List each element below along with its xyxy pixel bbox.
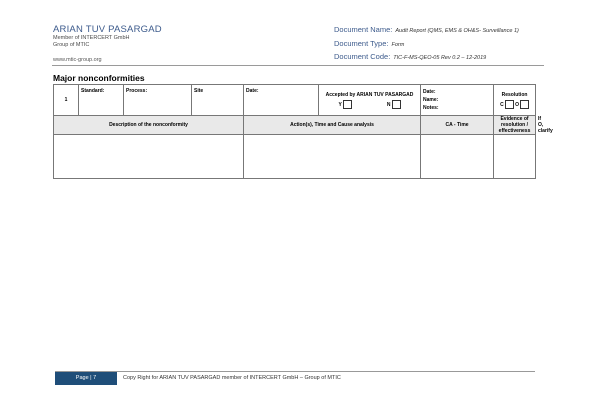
o-checkbox[interactable]	[520, 100, 529, 109]
table-row	[54, 135, 536, 179]
table-header-row: Description of the nonconformity Action(s), Time and Cause analysis CA - Time Evidence of resolution / effectiveness If O, clarify	[54, 116, 536, 135]
website-link[interactable]: www.mtic-group.org	[53, 57, 102, 63]
section-title: Major nonconformities	[53, 73, 145, 83]
nc-number: 1	[54, 85, 79, 116]
accepted-cell	[319, 85, 421, 116]
resolution-label: Resolution	[501, 91, 528, 98]
doc-name-value: Audit Report (QMS, EMS & OH&S- Surveillance 1)	[395, 28, 519, 34]
evidence-field[interactable]	[494, 135, 536, 179]
y-label: Y	[338, 101, 342, 108]
header-ca-time: CA - Time	[421, 116, 494, 135]
actions-field[interactable]	[244, 135, 421, 179]
header-evidence: Evidence of resolution / effectiveness	[494, 116, 536, 135]
o-label: O	[515, 101, 519, 108]
page-number: Page | 7	[55, 372, 117, 385]
document-info	[334, 24, 519, 65]
group-line: Group of MTIC	[53, 42, 90, 48]
y-checkbox[interactable]	[343, 100, 352, 109]
site-label: Site	[192, 85, 244, 116]
doc-type-value: Form	[391, 41, 405, 48]
nonconformity-table	[53, 84, 553, 179]
header-description: Description of the nonconformity	[54, 116, 244, 135]
notes-label: Notes:	[423, 105, 439, 111]
date-label: Date:	[244, 85, 319, 116]
name-label: Name:	[423, 97, 439, 103]
table-row	[54, 85, 536, 116]
resolution-cell	[494, 85, 536, 116]
copyright-text: Copy Right for ARIAN TUV PASARGAD member of INTERCERT GmbH – Group of MTIC	[123, 375, 341, 381]
doc-code-label: Document Code:	[334, 52, 391, 61]
doc-type-label: Document Type:	[334, 38, 389, 48]
company-name: ARIAN TUV PASARGAD	[53, 24, 162, 35]
standard-label: Standard:	[79, 85, 124, 116]
c-checkbox[interactable]	[505, 100, 514, 109]
date-name-notes-cell	[421, 85, 494, 116]
n-checkbox[interactable]	[392, 100, 401, 109]
member-line: Member of INTERCERT GmbH	[53, 35, 130, 41]
doc-code-value: TIC-F-MS-QEO-05 Rev 0.2 – 12-2019	[393, 55, 487, 61]
accepted-by-label: Accepted by ARIAN TUV PASARGAD	[325, 91, 414, 98]
header-divider	[52, 65, 544, 66]
doc-name-label: Document Name:	[334, 25, 393, 34]
ca-time-field[interactable]	[421, 135, 494, 179]
footer	[55, 371, 535, 385]
c-label: C	[500, 101, 504, 108]
date2-label: Date:	[423, 89, 436, 95]
company-block	[53, 24, 162, 49]
process-label: Process:	[124, 85, 192, 116]
description-field[interactable]	[54, 135, 244, 179]
n-label: N	[386, 101, 391, 108]
header-actions: Action(s), Time and Cause analysis	[244, 116, 421, 135]
